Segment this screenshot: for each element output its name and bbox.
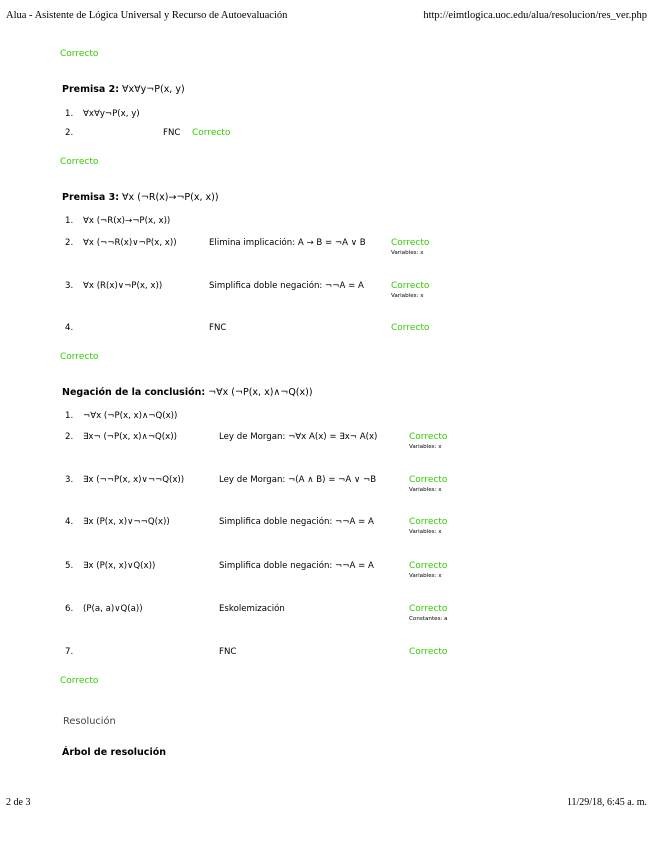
neg-row-3-status: Correcto [409, 475, 448, 485]
footer-datetime: 11/29/18, 6:45 a. m. [566, 797, 647, 808]
p3-row-2-rule: Elimina implicación: A → B = ¬A ∨ B [209, 238, 366, 248]
p3-row-3-vars: Variables: x [391, 293, 424, 299]
premise-3-title [62, 192, 219, 203]
p2-ok: Correcto [60, 157, 99, 167]
header-url: http://eimtlogica.uoc.edu/alua/resolucion/res_ver.php [423, 10, 647, 21]
resolution-section-title: Resolución [63, 716, 116, 727]
neg-row-5-formula: ∃x (P(x, x)∨Q(x)) [83, 561, 156, 571]
neg-row-4-status: Correcto [409, 517, 448, 527]
neg-row-4-rule: Simplifica doble negación: ¬¬A = A [219, 517, 374, 527]
neg-row-2-status: Correcto [409, 432, 448, 442]
premise-3-label: Premisa 3: [62, 192, 120, 203]
neg-row-6-vars: Constantes: a [409, 616, 448, 622]
neg-row-4-num: 4. [65, 517, 74, 527]
p3-row-3-rule: Simplifica doble negación: ¬¬A = A [209, 281, 364, 291]
negation-formula: ¬∀x (¬P(x, x)∧¬Q(x)) [205, 387, 313, 398]
p3-row-4-rule: FNC [209, 323, 227, 333]
negation-label: Negación de la conclusión: [62, 387, 206, 398]
neg-row-6-rule: Eskolemización [219, 604, 285, 614]
neg-row-2-rule: Ley de Morgan: ¬∀x A(x) = ∃x¬ A(x) [219, 432, 378, 442]
p2-row-2-status: Correcto [192, 128, 231, 138]
p3-row-3-status: Correcto [391, 281, 430, 291]
p2-row-1-formula: ∀x∀y¬P(x, y) [83, 109, 140, 119]
negation-title [62, 387, 313, 398]
p3-ok: Correcto [60, 352, 99, 362]
p3-row-2-status: Correcto [391, 238, 430, 248]
neg-row-3-num: 3. [65, 475, 74, 485]
neg-row-2-vars: Variables: x [409, 444, 442, 450]
neg-row-5-vars: Variables: x [409, 573, 442, 579]
status-ok: Correcto [60, 49, 99, 59]
premise-3-formula: ∀x (¬R(x)→¬P(x, x)) [119, 192, 219, 203]
p2-row-1-num: 1. [65, 109, 74, 119]
header-title: Alua - Asistente de Lógica Universal y Recurso de Autoevaluación [6, 10, 288, 21]
neg-row-7-num: 7. [65, 647, 74, 657]
neg-row-7-rule: FNC [219, 647, 237, 657]
p2-row-2-num: 2. [65, 128, 74, 138]
p3-row-2-vars: Variables: x [391, 250, 424, 256]
p3-row-1-formula: ∀x (¬R(x)→¬P(x, x)) [83, 216, 171, 226]
neg-row-6-num: 6. [65, 604, 74, 614]
p3-row-3-num: 3. [65, 281, 74, 291]
p3-row-2-formula: ∀x (¬¬R(x)∨¬P(x, x)) [83, 238, 177, 248]
neg-ok: Correcto [60, 676, 99, 686]
neg-row-2-formula: ∃x¬ (¬P(x, x)∧¬Q(x)) [83, 432, 177, 442]
neg-row-5-num: 5. [65, 561, 74, 571]
premise-2-formula: ∀x∀y¬P(x, y) [119, 84, 185, 95]
neg-row-5-status: Correcto [409, 561, 448, 571]
neg-row-4-formula: ∃x (P(x, x)∨¬¬Q(x)) [83, 517, 170, 527]
neg-row-7-status: Correcto [409, 647, 448, 657]
neg-row-3-formula: ∃x (¬¬P(x, x)∨¬¬Q(x)) [83, 475, 185, 485]
footer-page: 2 de 3 [6, 797, 31, 808]
p3-row-3-formula: ∀x (R(x)∨¬P(x, x)) [83, 281, 163, 291]
neg-row-3-rule: Ley de Morgan: ¬(A ∧ B) = ¬A ∨ ¬B [219, 475, 377, 485]
neg-row-4-vars: Variables: x [409, 529, 442, 535]
neg-row-5-rule: Simplifica doble negación: ¬¬A = A [219, 561, 374, 571]
neg-row-1-num: 1. [65, 411, 74, 421]
neg-row-1-formula: ¬∀x (¬P(x, x)∧¬Q(x)) [83, 411, 178, 421]
p3-row-4-num: 4. [65, 323, 74, 333]
resolution-tree-title: Árbol de resolución [62, 747, 166, 758]
premise-2-label: Premisa 2: [62, 84, 120, 95]
p3-row-2-num: 2. [65, 238, 74, 248]
neg-row-3-vars: Variables: x [409, 487, 442, 493]
p3-row-1-num: 1. [65, 216, 74, 226]
p2-row-2-rule: FNC [163, 128, 181, 138]
neg-row-6-formula: (P(a, a)∨Q(a)) [83, 604, 143, 614]
neg-row-6-status: Correcto [409, 604, 448, 614]
p3-row-4-status: Correcto [391, 323, 430, 333]
neg-row-2-num: 2. [65, 432, 74, 442]
premise-2-title [62, 84, 185, 95]
